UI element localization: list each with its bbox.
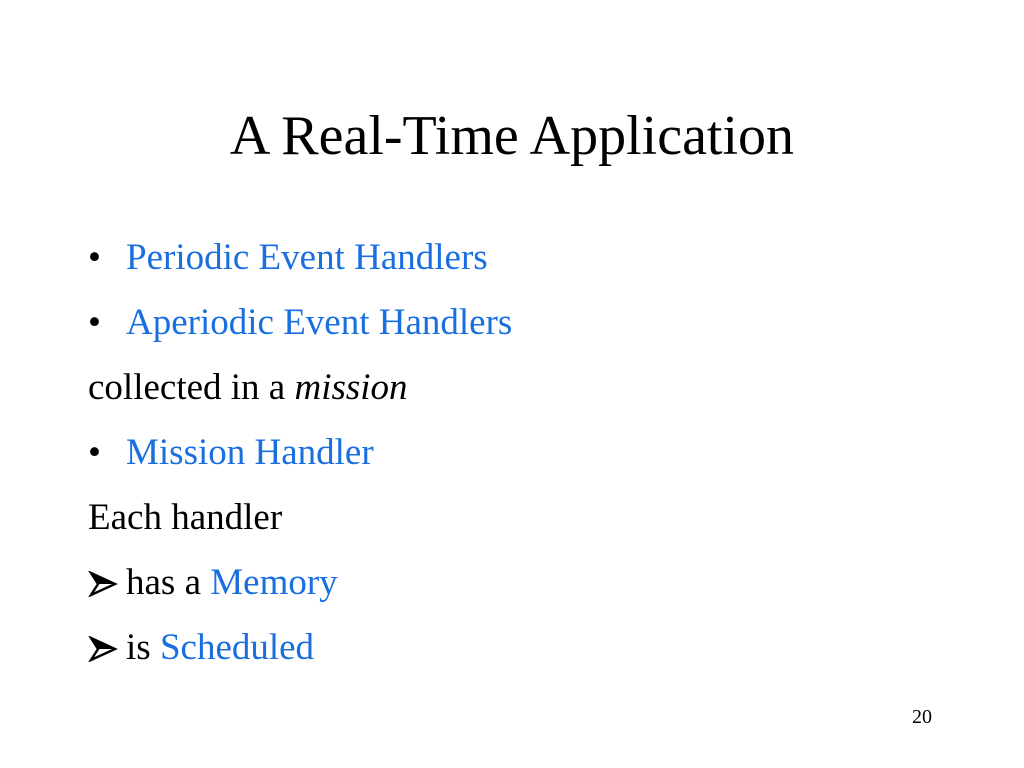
bullet-text: Mission Handler <box>126 432 374 473</box>
slide-body <box>88 234 968 689</box>
bullet-icon: • <box>88 432 101 473</box>
sub-bullet-text <box>126 559 338 607</box>
bullet-icon: • <box>88 237 101 278</box>
plain-text <box>88 364 408 412</box>
slide-title: A Real-Time Application <box>229 105 795 167</box>
sub-bullet-prefix: is <box>126 627 160 668</box>
emphasis-text: mission <box>294 367 408 408</box>
arrowhead-icon <box>88 559 126 597</box>
bullet-text: Aperiodic Event Handlers <box>126 302 513 343</box>
sub-bullet-item <box>88 559 968 624</box>
bullet-item <box>88 299 968 364</box>
highlight-text: Memory <box>210 562 338 603</box>
plain-text: Each handler <box>88 497 283 538</box>
sub-bullet-item <box>88 624 968 689</box>
sub-bullet-prefix: has a <box>126 562 211 603</box>
plain-text-prefix: collected in a <box>88 367 295 408</box>
bullet-icon: • <box>88 302 101 343</box>
bullet-item <box>88 429 968 494</box>
bullet-text: Periodic Event Handlers <box>126 237 488 278</box>
sub-bullet-text <box>126 624 314 672</box>
arrowhead-icon <box>88 624 126 662</box>
plain-line <box>88 494 968 559</box>
plain-line <box>88 364 968 429</box>
bullet-item <box>88 234 968 299</box>
highlight-text: Scheduled <box>159 627 315 668</box>
page-number: 20 <box>912 706 932 728</box>
